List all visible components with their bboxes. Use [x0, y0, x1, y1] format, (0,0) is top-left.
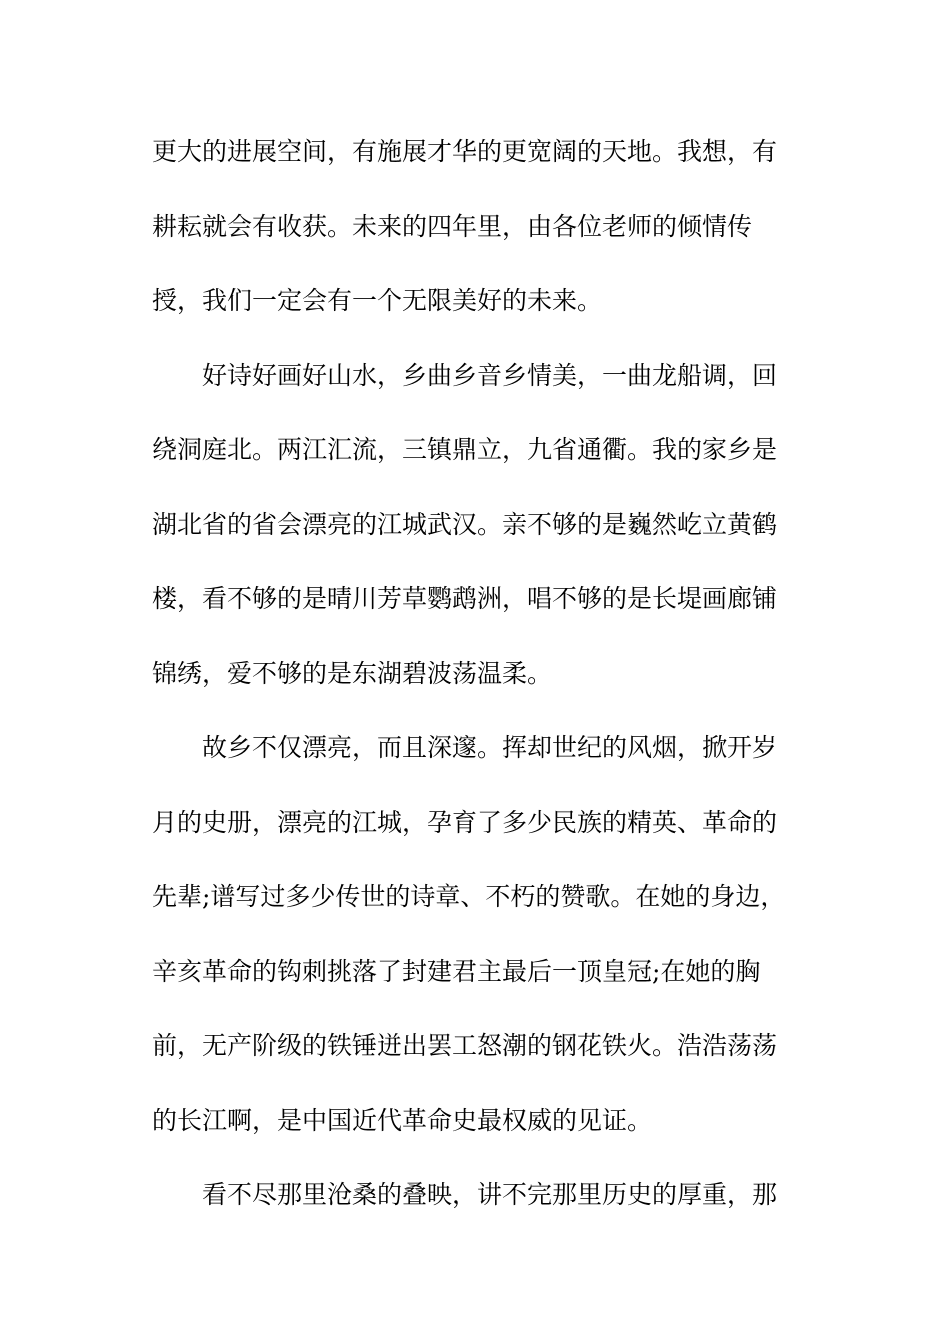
text-line: 锦绣，爱不够的是东湖碧波荡温柔。: [152, 658, 553, 688]
paragraph-start-line: 故乡不仅漂亮，而且深邃。挥却世纪的风烟，掀开岁: [202, 733, 778, 762]
text-line: 楼，看不够的是晴川芳草鹦鹉洲，唱不够的是长堤画廊铺: [152, 584, 778, 613]
paragraph-start-line: 看不尽那里沧桑的叠映，讲不完那里历史的厚重，那: [202, 1180, 778, 1209]
document-body: [152, 126, 792, 1244]
text-line: 先辈;谱写过多少传世的诗章、不朽的赞歌。在她的身边，: [152, 882, 786, 911]
text-line: 绕洞庭北。两江汇流，三镇鼎立，九省通衢。我的家乡是: [152, 435, 778, 464]
text-line: 湖北省的省会漂亮的江城武汉。亲不够的是巍然屹立黄鹤: [152, 509, 778, 539]
text-line: 辛亥革命的钩刺挑落了封建君主最后一顶皇冠;在她的胸: [152, 956, 761, 986]
text-line: 月的史册，漂亮的江城，孕育了多少民族的精英、革命的: [152, 807, 778, 837]
text-line: 的长江啊，是中国近代革命史最权威的见证。: [152, 1105, 653, 1135]
paragraph-start-line: 好诗好画好山水，乡曲乡音乡情美，一曲龙船调，回: [202, 360, 778, 390]
text-line: 耕耘就会有收获。未来的四年里，由各位老师的倾情传: [152, 211, 753, 241]
text-line: 授，我们一定会有一个无限美好的未来。: [152, 286, 603, 315]
text-line: 更大的进展空间，有施展才华的更宽阔的天地。我想，有: [152, 137, 778, 166]
text-line: 前，无产阶级的铁锤迸出罢工怒潮的钢花铁火。浩浩荡荡: [152, 1031, 778, 1060]
